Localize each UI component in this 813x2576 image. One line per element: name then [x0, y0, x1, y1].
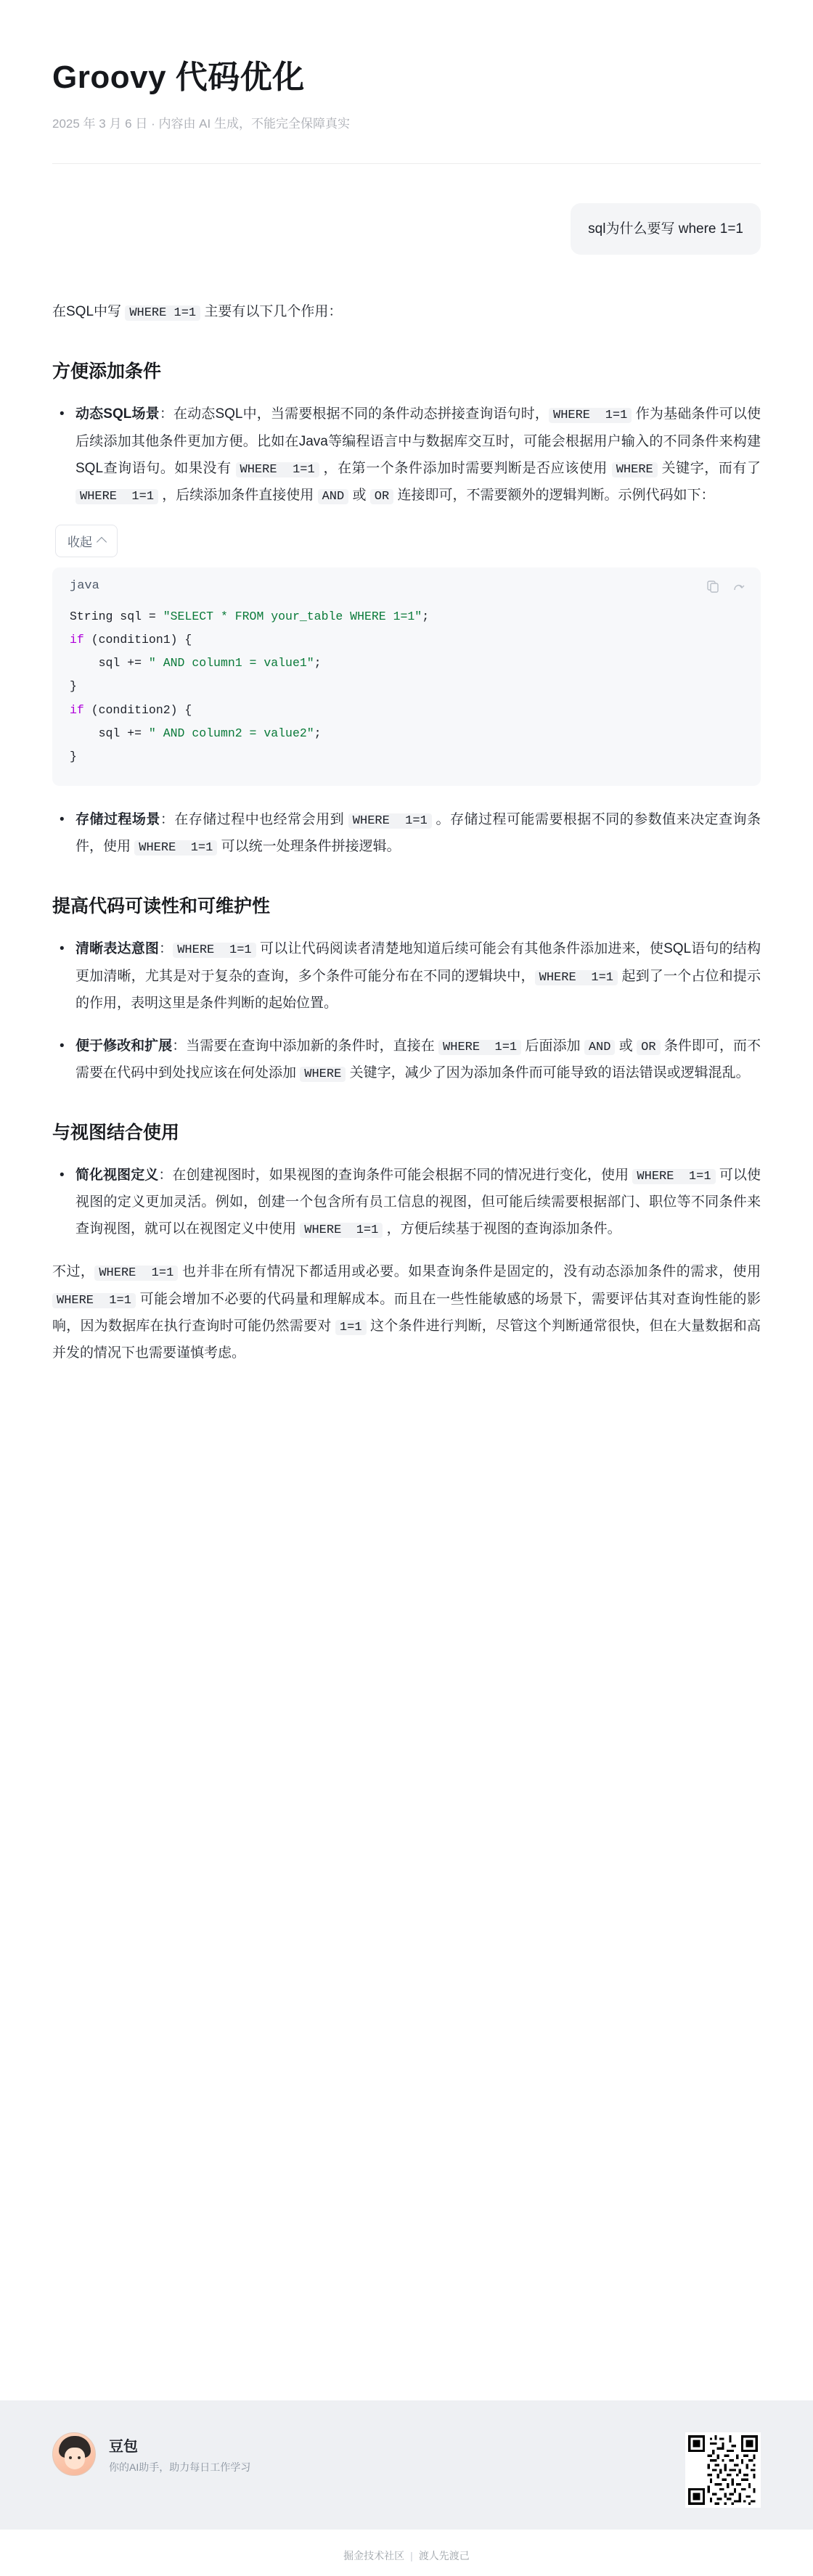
inline-code: WHERE	[300, 1067, 346, 1082]
section-bullets-1	[52, 401, 761, 508]
code-token: (condition1) {	[83, 633, 192, 647]
code-token: sql +=	[70, 656, 149, 670]
code-block-actions	[706, 579, 746, 594]
inline-code: WHERE 1=1	[348, 813, 432, 829]
bullet-title: 存储过程场景	[75, 812, 160, 828]
inline-code: WHERE 1=1	[549, 408, 632, 423]
code-line	[70, 652, 743, 675]
inline-code: OR	[637, 1040, 660, 1055]
bullet-body: ：当需要在查询中添加新的条件时，直接在 WHERE 1=1 后面添加 AND 或 OR 条件即可，而不需要在代码中到处找应该在何处添加 WHERE 关键字，减少了因为添加条件而可能导致的语法错误或逻辑混乱。	[75, 1038, 761, 1081]
footer-inner	[52, 2432, 761, 2508]
inline-code: WHERE 1=1	[75, 489, 158, 504]
brand-name: 豆包	[109, 2438, 138, 2455]
code-token: (condition2) {	[83, 702, 192, 717]
code-line	[70, 745, 743, 768]
code-token: sql +=	[70, 726, 149, 740]
brand-text	[109, 2435, 250, 2474]
conclusion-paragraph: 不过， WHERE 1=1 也并非在所有情况下都适用或必要。如果查询条件是固定的，没有动态添加条件的需求，使用 WHERE 1=1 可能会增加不必要的代码量和理解成本。而且在一些性能敏感的场景下，需要评估其对查询性能的影响，因为数据库在执行查询时可能仍然需要对 1=1 这个条件进行判断，尽管这个判断通常很快，但在大量数据和高并发的情况下也需要谨慎考虑。	[52, 1264, 761, 1361]
inline-code: WHERE	[612, 462, 658, 477]
section-heading-3: 与视图结合使用	[52, 1123, 180, 1144]
inline-code: WHERE 1=1	[300, 1223, 383, 1238]
page-subtitle: 2025 年 3 月 6 日 · 内容由 AI 生成，不能完全保障真实	[52, 117, 350, 131]
list-item	[55, 1033, 761, 1086]
bullet-body: ： WHERE 1=1 可以让代码阅读者清楚地知道后续可能会有其他条件添加进来，使SQL语句的结构更加清晰，尤其是对于复杂的查询，多个条件可能分布在不同的逻辑块中， WHERE 1=1 起到了一个占位和提示的作用，表明这里是条件判断的起始位置。	[75, 941, 761, 1011]
credit-separator: |	[410, 2550, 413, 2561]
chevron-up-icon	[97, 537, 107, 547]
code-token: " AND column1 = value1"	[148, 656, 314, 670]
intro-after: 主要有以下几个作用：	[200, 304, 343, 320]
code-line	[70, 699, 743, 722]
code-token: if	[70, 702, 84, 717]
list-item	[55, 935, 761, 1016]
copy-icon[interactable]	[706, 579, 720, 594]
inline-code: WHERE 1=1	[173, 943, 256, 958]
collapse-button[interactable]	[55, 525, 118, 557]
list-item	[55, 401, 761, 508]
code-block	[52, 567, 761, 786]
intro-before: 在SQL中写	[52, 304, 126, 320]
page-title: Groovy 代码优化	[52, 60, 305, 95]
inline-code: WHERE 1=1	[52, 1293, 136, 1308]
section-bullets-2	[52, 935, 761, 1086]
credit-left: 掘金技术社区	[343, 2550, 405, 2561]
code-block-body	[52, 599, 761, 786]
qr-code[interactable]	[685, 2432, 761, 2508]
bullet-body: ：在动态SQL中，当需要根据不同的条件动态拼接查询语句时， WHERE 1=1 作为基础条件可以使后续添加其他条件更加方便。比如在Java等编程语言中与数据库交互时，可能会根据用户输入的不同条件来构建SQL查询语句。如果没有 WHERE 1=1 ，在第一个条件添加时需要判断是否应该使用 WHERE 关键字，而有了 WHERE 1=1 ，后续添加条件直接使用 AND 或 OR 连接即可，不需要额外的逻辑判断。示例代码如下：	[75, 406, 761, 504]
inline-code: AND	[318, 489, 349, 504]
code-line	[70, 675, 743, 698]
code-language-label: java	[70, 579, 99, 594]
inline-code: WHERE 1=1	[632, 1169, 715, 1184]
code-line	[70, 605, 743, 628]
collapse-button-wrap	[55, 525, 761, 557]
bullet-title: 清晰表达意图	[75, 941, 160, 957]
code-token: if	[70, 633, 84, 647]
storage-bullet-list	[52, 806, 761, 860]
inline-code: AND	[584, 1040, 616, 1055]
inline-code: WHERE 1=1	[535, 970, 618, 985]
bullet-title: 动态SQL场景	[75, 406, 160, 422]
code-token: }	[70, 749, 77, 763]
intro-paragraph	[52, 298, 761, 325]
code-token: ;	[422, 609, 430, 623]
inline-code: WHERE 1=1	[94, 1266, 178, 1281]
section-bullets-3	[52, 1162, 761, 1242]
list-item	[55, 806, 761, 860]
code-token: ;	[314, 726, 322, 740]
avatar	[52, 2432, 96, 2476]
code-line	[70, 628, 743, 652]
avatar-face	[65, 2448, 85, 2469]
code-token: " AND column2 = value2"	[148, 726, 314, 740]
user-message-row	[52, 203, 761, 255]
inline-code: 1=1	[335, 1320, 367, 1335]
code-token: String sql =	[70, 609, 163, 623]
code-token: "SELECT * FROM your_table WHERE 1=1"	[163, 609, 422, 623]
credit-right: 渡人先渡己	[418, 2550, 470, 2561]
brand	[52, 2432, 250, 2476]
bullet-body: ：在存储过程中也经常会用到 WHERE 1=1 。存储过程可能需要根据不同的参数值来决定查询条件，使用 WHERE 1=1 可以统一处理条件拼接逻辑。	[75, 812, 761, 856]
avatar-eye-left	[69, 2456, 72, 2459]
inline-code: WHERE 1=1	[134, 840, 217, 856]
header-divider	[52, 163, 761, 164]
code-block-header	[52, 567, 761, 599]
intro-code: WHERE 1=1	[125, 305, 200, 321]
avatar-eye-right	[78, 2456, 81, 2459]
code-line	[70, 722, 743, 745]
brand-slogan: 你的AI助手，助力每日工作学习	[109, 2461, 251, 2473]
run-icon[interactable]	[732, 579, 746, 594]
footer	[0, 2400, 813, 2530]
bullet-body: ：在创建视图时，如果视图的查询条件可能会根据不同的情况进行变化，使用 WHERE 1=1 可以使视图的定义更加灵活。例如，创建一个包含所有员工信息的视图，但可能后续需要根据部门、职位等不同条件来查询视图，就可以在视图定义中使用 WHERE 1=1 ，方便后续基于视图的查询添加条件。	[75, 1168, 761, 1238]
list-item	[55, 1162, 761, 1242]
inline-code: WHERE 1=1	[438, 1040, 521, 1055]
section-heading-1: 方便添加条件	[52, 361, 162, 382]
section-heading-2: 提高代码可读性和可维护性	[52, 896, 271, 917]
code-token: ;	[314, 656, 322, 670]
footer-credit	[0, 2530, 813, 2576]
inline-code: OR	[370, 489, 393, 504]
user-message-bubble: sql为什么要写 where 1=1	[571, 203, 761, 255]
bullet-title: 简化视图定义	[75, 1168, 159, 1184]
collapse-button-label: 收起	[68, 535, 92, 549]
code-token: }	[70, 679, 77, 694]
bullet-title: 便于修改和扩展	[75, 1038, 173, 1054]
inline-code: WHERE 1=1	[236, 462, 319, 477]
